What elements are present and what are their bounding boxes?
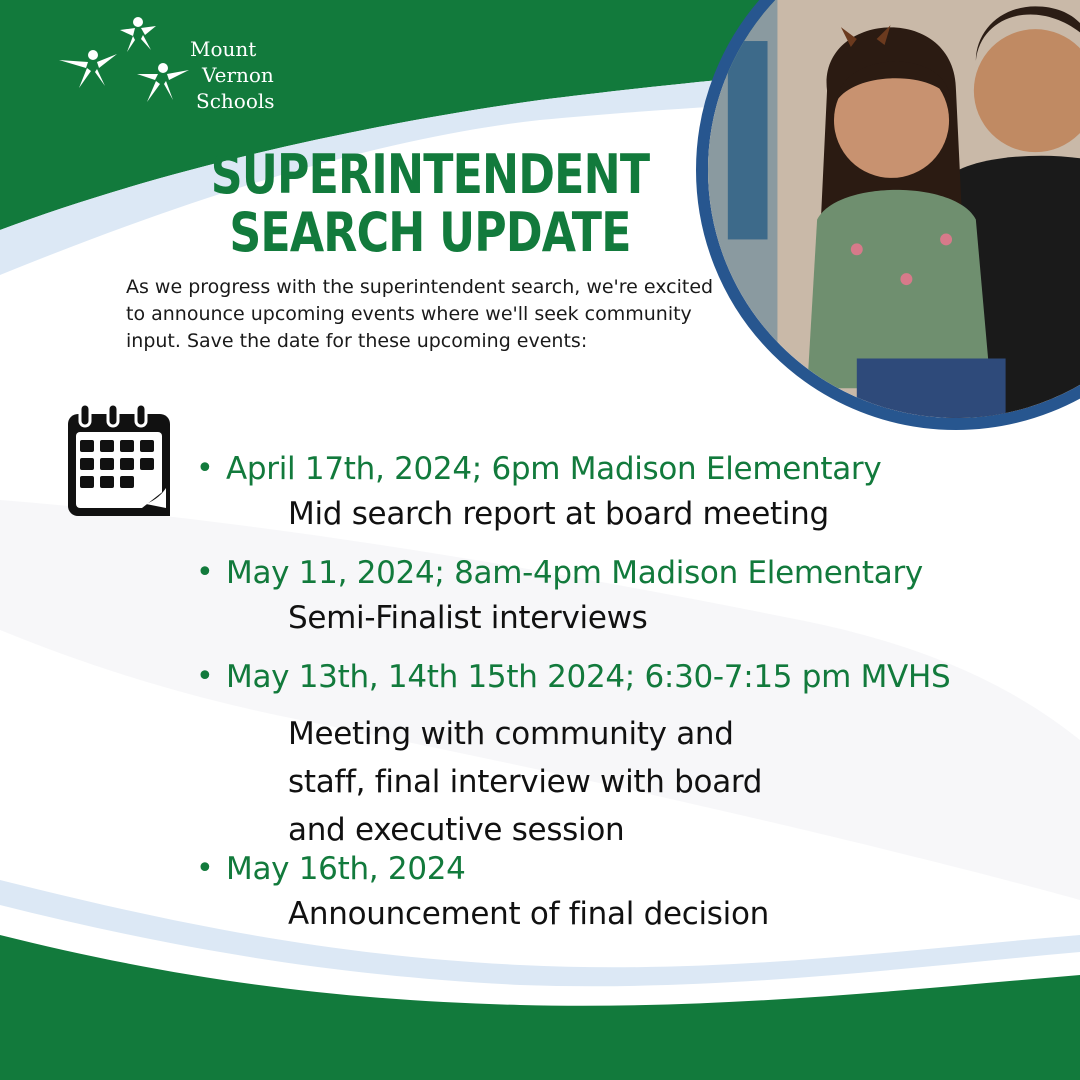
school-name-line2: Vernon <box>202 63 274 87</box>
event-date: • May 13th, 14th 15th 2024; 6:30-7:15 pm MVHS <box>196 656 1056 698</box>
school-name <box>190 36 275 114</box>
list-item <box>196 552 1056 642</box>
intro-paragraph: As we progress with the superintendent search, we're excited to announce upcoming events where we'll seek community input. Save the date for these upcoming events: <box>126 276 714 352</box>
list-item <box>196 448 1056 538</box>
event-date: • April 17th, 2024; 6pm Madison Elementary <box>196 448 1056 490</box>
title-line1: SUPERINTENDENT <box>210 143 650 206</box>
list-item <box>196 656 1056 854</box>
events-list <box>196 448 1056 938</box>
title-line2: SEARCH UPDATE <box>229 201 631 264</box>
event-description: Meeting with community and staff, final interview with board and executive session <box>288 716 763 848</box>
calendar-icon <box>66 404 176 522</box>
event-description: Mid search report at board meeting <box>288 496 829 532</box>
event-description: Announcement of final decision <box>288 896 769 932</box>
school-name-line3: Schools <box>196 89 275 113</box>
school-name-line1: Mount <box>190 37 257 61</box>
people-figures-icon <box>55 8 205 108</box>
list-item <box>196 848 1056 938</box>
school-logo <box>55 8 315 118</box>
page-title <box>200 143 659 264</box>
event-date: • May 11, 2024; 8am-4pm Madison Elementary <box>196 552 1056 594</box>
event-date: • May 16th, 2024 <box>196 848 1056 890</box>
event-description: Semi-Finalist interviews <box>288 600 648 636</box>
